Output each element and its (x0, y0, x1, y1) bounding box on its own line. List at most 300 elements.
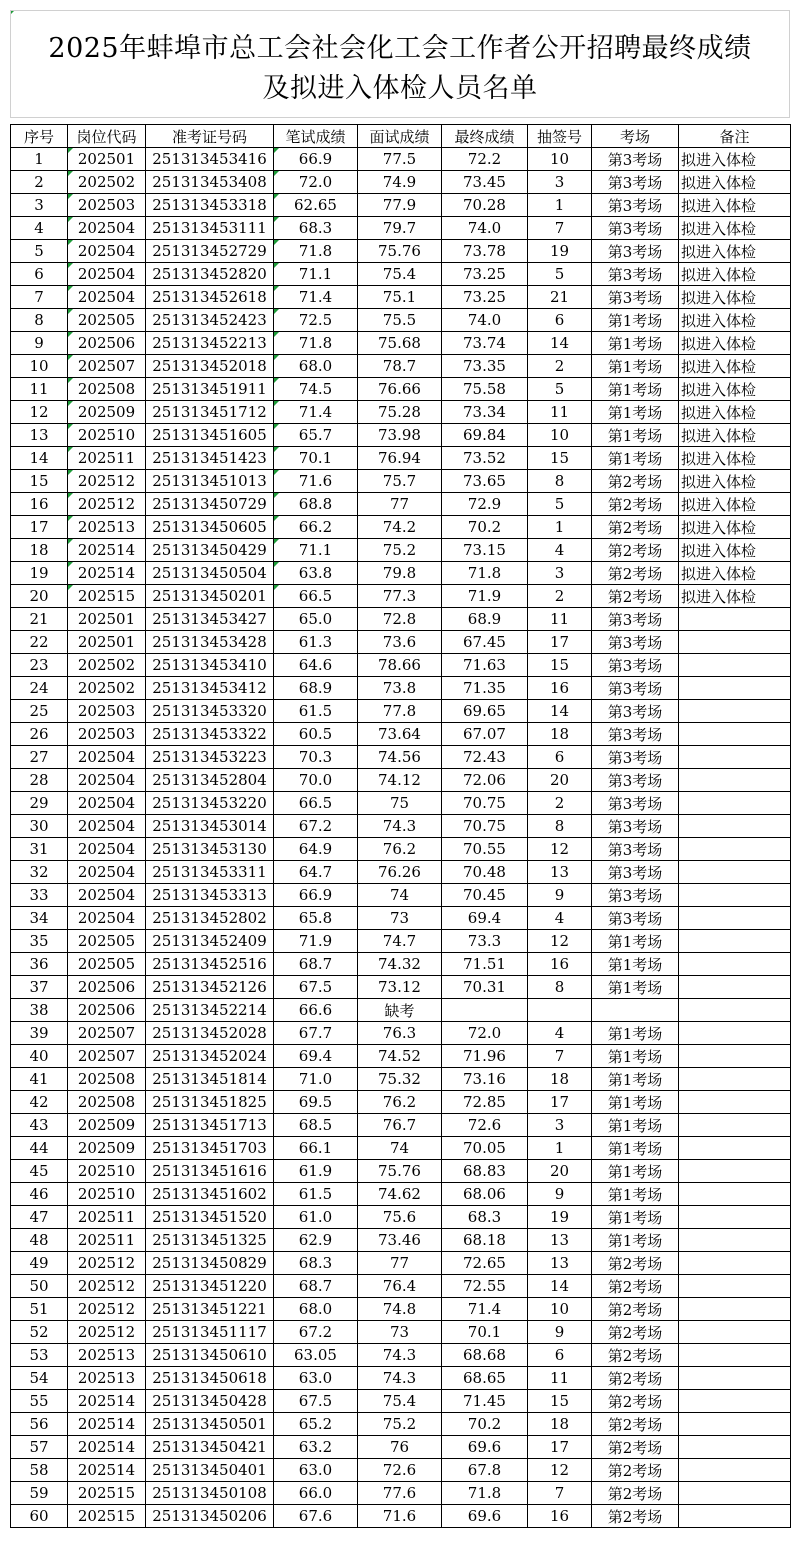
cell-final-score: 70.48 (442, 861, 528, 884)
cell-remark: 拟进入体检 (679, 309, 791, 332)
cell-ticket-number: 251313452802 (146, 907, 274, 930)
cell-position-code: 202514 (68, 1459, 146, 1482)
table-row (11, 539, 791, 562)
cell-interview-score: 75.7 (358, 470, 442, 493)
cell-ticket-number: 251313451423 (146, 447, 274, 470)
cell-ticket-number: 251313453416 (146, 148, 274, 171)
page-title-line-2: 及拟进入体检人员名单 (262, 73, 538, 104)
cell-ticket-number: 251313452126 (146, 976, 274, 999)
cell-written-score: 63.0 (274, 1367, 358, 1390)
cell-exam-room: 第1考场 (592, 447, 679, 470)
cell-written-score: 65.8 (274, 907, 358, 930)
cell-written-score: 67.2 (274, 815, 358, 838)
cell-final-score: 72.06 (442, 769, 528, 792)
cell-written-score: 63.2 (274, 1436, 358, 1459)
cell-ticket-number: 251313452820 (146, 263, 274, 286)
cell-draw-number: 16 (528, 677, 592, 700)
cell-remark (679, 1183, 791, 1206)
cell-position-code: 202507 (68, 355, 146, 378)
cell-draw-number: 4 (528, 539, 592, 562)
cell-index: 2 (11, 171, 68, 194)
cell-interview-score: 74.3 (358, 815, 442, 838)
cell-index: 4 (11, 217, 68, 240)
table-row (11, 1436, 791, 1459)
cell-written-score: 61.0 (274, 1206, 358, 1229)
cell-exam-room: 第3考场 (592, 263, 679, 286)
cell-remark: 拟进入体检 (679, 194, 791, 217)
cell-position-code: 202504 (68, 792, 146, 815)
cell-remark: 拟进入体检 (679, 217, 791, 240)
cell-position-code: 202509 (68, 1114, 146, 1137)
cell-position-code: 202503 (68, 194, 146, 217)
cell-position-code: 202508 (68, 1068, 146, 1091)
table-row (11, 999, 791, 1022)
cell-index: 13 (11, 424, 68, 447)
cell-index: 35 (11, 930, 68, 953)
cell-final-score: 69.4 (442, 907, 528, 930)
cell-interview-score: 75.4 (358, 263, 442, 286)
cell-index: 16 (11, 493, 68, 516)
cell-final-score: 72.65 (442, 1252, 528, 1275)
table-row (11, 1252, 791, 1275)
cell-written-score: 72.5 (274, 309, 358, 332)
table-row (11, 815, 791, 838)
header-draw-number: 抽签号 (528, 125, 592, 148)
table-row (11, 217, 791, 240)
cell-final-score: 70.75 (442, 815, 528, 838)
cell-exam-room: 第3考场 (592, 631, 679, 654)
cell-exam-room: 第1考场 (592, 1045, 679, 1068)
cell-ticket-number: 251313450206 (146, 1505, 274, 1528)
cell-written-score: 68.0 (274, 355, 358, 378)
cell-index: 39 (11, 1022, 68, 1045)
cell-final-score: 68.9 (442, 608, 528, 631)
table-row (11, 1160, 791, 1183)
cell-remark: 拟进入体检 (679, 332, 791, 355)
cell-interview-score: 73.64 (358, 723, 442, 746)
cell-final-score: 67.07 (442, 723, 528, 746)
cell-position-code: 202506 (68, 999, 146, 1022)
cell-written-score: 70.0 (274, 769, 358, 792)
cell-draw-number (528, 999, 592, 1022)
cell-remark (679, 1206, 791, 1229)
cell-remark (679, 1091, 791, 1114)
table-row (11, 171, 791, 194)
cell-position-code: 202502 (68, 677, 146, 700)
cell-remark (679, 608, 791, 631)
cell-draw-number: 9 (528, 884, 592, 907)
cell-index: 25 (11, 700, 68, 723)
cell-remark (679, 930, 791, 953)
cell-draw-number: 1 (528, 194, 592, 217)
cell-written-score: 64.6 (274, 654, 358, 677)
cell-ticket-number: 251313451220 (146, 1275, 274, 1298)
cell-interview-score: 75.6 (358, 1206, 442, 1229)
cell-written-score: 71.0 (274, 1068, 358, 1091)
cell-interview-score: 74.52 (358, 1045, 442, 1068)
cell-remark: 拟进入体检 (679, 493, 791, 516)
cell-draw-number: 16 (528, 953, 592, 976)
cell-index: 37 (11, 976, 68, 999)
cell-index: 5 (11, 240, 68, 263)
cell-draw-number: 9 (528, 1321, 592, 1344)
cell-index: 6 (11, 263, 68, 286)
cell-exam-room: 第1考场 (592, 1160, 679, 1183)
header-ticket-number: 准考证号码 (146, 125, 274, 148)
cell-final-score: 73.15 (442, 539, 528, 562)
cell-final-score: 70.28 (442, 194, 528, 217)
cell-interview-score: 78.7 (358, 355, 442, 378)
table-row (11, 378, 791, 401)
table-row (11, 1229, 791, 1252)
cell-exam-room: 第1考场 (592, 1022, 679, 1045)
cell-index: 49 (11, 1252, 68, 1275)
cell-written-score: 67.7 (274, 1022, 358, 1045)
cell-exam-room: 第3考场 (592, 677, 679, 700)
cell-position-code: 202501 (68, 148, 146, 171)
cell-ticket-number: 251313452409 (146, 930, 274, 953)
cell-remark (679, 1137, 791, 1160)
cell-written-score: 70.1 (274, 447, 358, 470)
cell-draw-number: 12 (528, 838, 592, 861)
cell-interview-score: 76.3 (358, 1022, 442, 1045)
cell-exam-room: 第2考场 (592, 585, 679, 608)
table-row (11, 608, 791, 631)
cell-remark: 拟进入体检 (679, 470, 791, 493)
table-row (11, 1459, 791, 1482)
cell-written-score: 66.5 (274, 585, 358, 608)
table-row (11, 1045, 791, 1068)
cell-final-score: 67.8 (442, 1459, 528, 1482)
cell-written-score: 71.1 (274, 263, 358, 286)
table-row (11, 700, 791, 723)
table-row (11, 1022, 791, 1045)
cell-remark (679, 1068, 791, 1091)
cell-interview-score: 76.2 (358, 1091, 442, 1114)
cell-exam-room: 第1考场 (592, 1183, 679, 1206)
cell-draw-number: 10 (528, 424, 592, 447)
cell-draw-number: 11 (528, 1367, 592, 1390)
header-written-score: 笔试成绩 (274, 125, 358, 148)
cell-position-code: 202505 (68, 953, 146, 976)
cell-exam-room: 第2考场 (592, 562, 679, 585)
cell-interview-score: 74.32 (358, 953, 442, 976)
cell-remark (679, 1482, 791, 1505)
cell-exam-room: 第2考场 (592, 493, 679, 516)
cell-written-score: 68.7 (274, 1275, 358, 1298)
cell-ticket-number: 251313452028 (146, 1022, 274, 1045)
cell-position-code: 202512 (68, 1275, 146, 1298)
cell-position-code: 202511 (68, 447, 146, 470)
cell-draw-number: 15 (528, 1390, 592, 1413)
cell-draw-number: 3 (528, 171, 592, 194)
cell-final-score: 71.35 (442, 677, 528, 700)
cell-written-score: 66.1 (274, 1137, 358, 1160)
cell-ticket-number: 251313453130 (146, 838, 274, 861)
cell-written-score: 71.8 (274, 332, 358, 355)
cell-draw-number: 13 (528, 861, 592, 884)
cell-interview-score: 76.7 (358, 1114, 442, 1137)
cell-written-score: 67.5 (274, 1390, 358, 1413)
cell-interview-score: 74.2 (358, 516, 442, 539)
table-row (11, 1114, 791, 1137)
cell-exam-room: 第2考场 (592, 1275, 679, 1298)
cell-position-code: 202504 (68, 263, 146, 286)
cell-ticket-number: 251313452516 (146, 953, 274, 976)
table-row (11, 1275, 791, 1298)
cell-index: 28 (11, 769, 68, 792)
cell-ticket-number: 251313450618 (146, 1367, 274, 1390)
cell-draw-number: 14 (528, 1275, 592, 1298)
table-row (11, 355, 791, 378)
cell-interview-score: 74.8 (358, 1298, 442, 1321)
cell-exam-room: 第2考场 (592, 1413, 679, 1436)
cell-remark (679, 953, 791, 976)
cell-index: 31 (11, 838, 68, 861)
cell-final-score: 72.55 (442, 1275, 528, 1298)
cell-final-score: 75.58 (442, 378, 528, 401)
cell-written-score: 64.9 (274, 838, 358, 861)
cell-draw-number: 10 (528, 148, 592, 171)
cell-index: 59 (11, 1482, 68, 1505)
table-row (11, 953, 791, 976)
cell-position-code: 202504 (68, 907, 146, 930)
cell-ticket-number: 251313453313 (146, 884, 274, 907)
cell-exam-room: 第1考场 (592, 953, 679, 976)
cell-ticket-number: 251313451325 (146, 1229, 274, 1252)
cell-index: 26 (11, 723, 68, 746)
cell-position-code: 202507 (68, 1022, 146, 1045)
cell-draw-number: 7 (528, 1482, 592, 1505)
cell-remark: 拟进入体检 (679, 562, 791, 585)
cell-draw-number: 12 (528, 930, 592, 953)
cell-remark (679, 1114, 791, 1137)
cell-index: 12 (11, 401, 68, 424)
cell-index: 33 (11, 884, 68, 907)
cell-exam-room: 第2考场 (592, 1505, 679, 1528)
cell-exam-room: 第1考场 (592, 332, 679, 355)
cell-interview-score: 73.8 (358, 677, 442, 700)
cell-remark (679, 677, 791, 700)
cell-exam-room: 第3考场 (592, 194, 679, 217)
cell-remark (679, 815, 791, 838)
cell-written-score: 66.0 (274, 1482, 358, 1505)
cell-index: 1 (11, 148, 68, 171)
cell-remark (679, 1022, 791, 1045)
cell-exam-room: 第1考场 (592, 1229, 679, 1252)
cell-index: 60 (11, 1505, 68, 1528)
cell-draw-number: 9 (528, 1183, 592, 1206)
cell-position-code: 202503 (68, 700, 146, 723)
cell-interview-score: 76 (358, 1436, 442, 1459)
cell-exam-room: 第3考场 (592, 907, 679, 930)
cell-position-code: 202504 (68, 838, 146, 861)
cell-draw-number: 18 (528, 1068, 592, 1091)
cell-position-code: 202514 (68, 562, 146, 585)
table-body (11, 148, 791, 1528)
cell-exam-room: 第1考场 (592, 1206, 679, 1229)
header-row (11, 125, 791, 148)
cell-final-score: 68.83 (442, 1160, 528, 1183)
cell-written-score: 66.9 (274, 148, 358, 171)
cell-written-score: 62.65 (274, 194, 358, 217)
cell-draw-number: 3 (528, 1114, 592, 1137)
table-row (11, 1321, 791, 1344)
table-row (11, 1367, 791, 1390)
cell-written-score: 69.5 (274, 1091, 358, 1114)
cell-index: 32 (11, 861, 68, 884)
cell-remark: 拟进入体检 (679, 516, 791, 539)
cell-interview-score: 77.5 (358, 148, 442, 171)
cell-position-code: 202504 (68, 240, 146, 263)
cell-written-score: 60.5 (274, 723, 358, 746)
cell-interview-score: 79.8 (358, 562, 442, 585)
cell-index: 46 (11, 1183, 68, 1206)
cell-position-code: 202511 (68, 1206, 146, 1229)
header-position-code: 岗位代码 (68, 125, 146, 148)
cell-interview-score: 76.2 (358, 838, 442, 861)
cell-position-code: 202513 (68, 1344, 146, 1367)
cell-exam-room: 第2考场 (592, 1482, 679, 1505)
cell-ticket-number: 251313450504 (146, 562, 274, 585)
cell-written-score: 68.3 (274, 1252, 358, 1275)
cell-index: 53 (11, 1344, 68, 1367)
table-row (11, 677, 791, 700)
cell-remark: 拟进入体检 (679, 424, 791, 447)
cell-ticket-number: 251313451602 (146, 1183, 274, 1206)
cell-position-code: 202509 (68, 401, 146, 424)
cell-ticket-number: 251313450421 (146, 1436, 274, 1459)
cell-position-code: 202512 (68, 493, 146, 516)
cell-position-code: 202507 (68, 1045, 146, 1068)
cell-written-score: 61.5 (274, 700, 358, 723)
cell-position-code: 202505 (68, 930, 146, 953)
cell-index: 42 (11, 1091, 68, 1114)
cell-index: 19 (11, 562, 68, 585)
cell-ticket-number: 251313450610 (146, 1344, 274, 1367)
cell-draw-number: 11 (528, 401, 592, 424)
cell-ticket-number: 251313452729 (146, 240, 274, 263)
cell-position-code: 202511 (68, 1229, 146, 1252)
cell-written-score: 66.9 (274, 884, 358, 907)
cell-interview-score: 79.7 (358, 217, 442, 240)
table-row (11, 907, 791, 930)
cell-final-score: 71.8 (442, 1482, 528, 1505)
cell-position-code: 202503 (68, 723, 146, 746)
table-row (11, 263, 791, 286)
cell-draw-number: 18 (528, 723, 592, 746)
cell-written-score: 71.1 (274, 539, 358, 562)
cell-draw-number: 8 (528, 470, 592, 493)
cell-position-code: 202514 (68, 1436, 146, 1459)
cell-exam-room: 第3考场 (592, 240, 679, 263)
cell-interview-score: 77.9 (358, 194, 442, 217)
cell-ticket-number: 251313451221 (146, 1298, 274, 1321)
cell-exam-room: 第3考场 (592, 815, 679, 838)
cell-draw-number: 5 (528, 263, 592, 286)
cell-exam-room: 第1考场 (592, 1114, 679, 1137)
cell-exam-room: 第1考场 (592, 1137, 679, 1160)
cell-interview-score: 76.4 (358, 1275, 442, 1298)
cell-written-score: 65.7 (274, 424, 358, 447)
cell-position-code: 202513 (68, 516, 146, 539)
table-row (11, 884, 791, 907)
cell-ticket-number: 251313451825 (146, 1091, 274, 1114)
cell-written-score: 68.8 (274, 493, 358, 516)
cell-remark (679, 1505, 791, 1528)
cell-draw-number: 4 (528, 1022, 592, 1045)
cell-index: 41 (11, 1068, 68, 1091)
cell-final-score: 70.05 (442, 1137, 528, 1160)
cell-written-score: 67.6 (274, 1505, 358, 1528)
cell-final-score: 73.78 (442, 240, 528, 263)
cell-index: 7 (11, 286, 68, 309)
cell-remark (679, 1275, 791, 1298)
cell-exam-room: 第3考场 (592, 148, 679, 171)
cell-ticket-number: 251313451605 (146, 424, 274, 447)
cell-remark (679, 976, 791, 999)
cell-remark: 拟进入体检 (679, 171, 791, 194)
cell-draw-number: 21 (528, 286, 592, 309)
cell-interview-score: 74.3 (358, 1344, 442, 1367)
cell-ticket-number: 251313453322 (146, 723, 274, 746)
cell-interview-score: 75.68 (358, 332, 442, 355)
cell-index: 56 (11, 1413, 68, 1436)
header-remark: 备注 (679, 125, 791, 148)
header-index: 序号 (11, 125, 68, 148)
cell-exam-room: 第2考场 (592, 1344, 679, 1367)
cell-exam-room: 第3考场 (592, 654, 679, 677)
cell-written-score: 72.0 (274, 171, 358, 194)
cell-interview-score: 75.76 (358, 240, 442, 263)
cell-remark (679, 654, 791, 677)
cell-exam-room: 第1考场 (592, 1091, 679, 1114)
cell-ticket-number: 251313452018 (146, 355, 274, 378)
cell-index: 55 (11, 1390, 68, 1413)
cell-final-score: 73.35 (442, 355, 528, 378)
cell-remark: 拟进入体检 (679, 378, 791, 401)
cell-remark (679, 1252, 791, 1275)
table-row (11, 562, 791, 585)
cell-position-code: 202515 (68, 1482, 146, 1505)
cell-index: 23 (11, 654, 68, 677)
cell-ticket-number: 251313451013 (146, 470, 274, 493)
cell-interview-score: 76.26 (358, 861, 442, 884)
table-row (11, 148, 791, 171)
cell-ticket-number: 251313453412 (146, 677, 274, 700)
cell-index: 30 (11, 815, 68, 838)
table-row (11, 516, 791, 539)
cell-interview-score: 75.28 (358, 401, 442, 424)
cell-position-code: 202504 (68, 884, 146, 907)
cell-exam-room: 第3考场 (592, 746, 679, 769)
cell-exam-room: 第1考场 (592, 930, 679, 953)
cell-ticket-number: 251313453318 (146, 194, 274, 217)
cell-exam-room: 第3考场 (592, 838, 679, 861)
page-title-line-1: 2025年蚌埠市总工会社会化工会工作者公开招聘最终成绩 (48, 33, 752, 64)
cell-final-score: 68.18 (442, 1229, 528, 1252)
cell-remark (679, 907, 791, 930)
cell-exam-room: 第1考场 (592, 424, 679, 447)
cell-interview-score: 74.12 (358, 769, 442, 792)
cell-position-code: 202504 (68, 746, 146, 769)
cell-exam-room: 第2考场 (592, 1367, 679, 1390)
cell-exam-room: 第2考场 (592, 516, 679, 539)
cell-interview-score: 75.2 (358, 539, 442, 562)
cell-exam-room: 第3考场 (592, 792, 679, 815)
cell-ticket-number: 251313450429 (146, 539, 274, 562)
table-row (11, 1413, 791, 1436)
